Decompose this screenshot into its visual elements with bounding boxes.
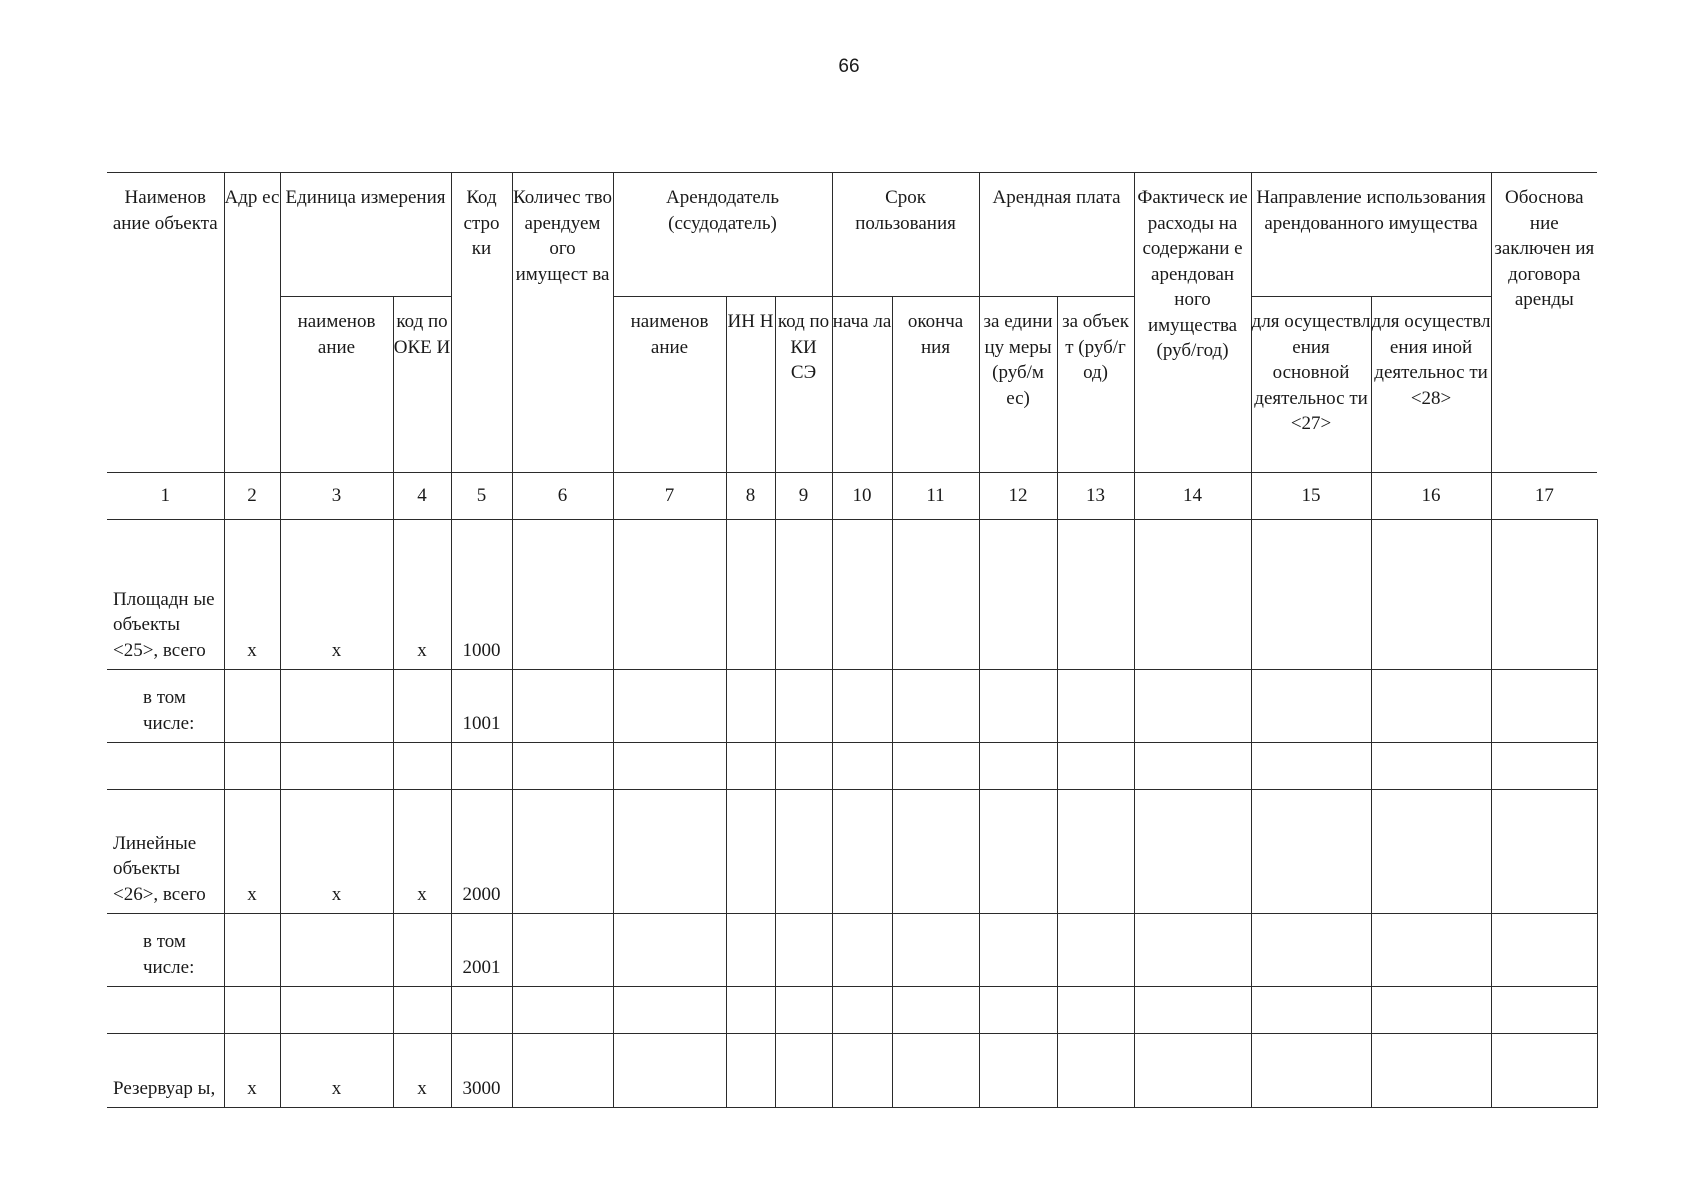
table-cell (832, 670, 892, 743)
page-number: 66 (838, 56, 860, 77)
table-cell (1251, 520, 1371, 670)
table-cell (832, 987, 892, 1034)
table-cell (512, 790, 613, 914)
row-label (107, 743, 224, 790)
row-address: х (224, 520, 280, 670)
column-number: 16 (1371, 473, 1491, 520)
row-label: Площадн ые объекты <25>, всего (107, 520, 224, 670)
column-number: 13 (1057, 473, 1134, 520)
row-label: Линейные объекты <26>, всего (107, 790, 224, 914)
row-unit-okei: х (393, 790, 451, 914)
table-cell (979, 670, 1057, 743)
row-label: в том числе: (107, 670, 224, 743)
row-unit-name: х (280, 520, 393, 670)
header-rent-unit: за едини цу меры (руб/м ес) (979, 297, 1057, 473)
row-unit-okei (393, 670, 451, 743)
row-unit-okei: х (393, 1034, 451, 1108)
row-label: Резервуар ы, (107, 1034, 224, 1108)
row-code: 1000 (451, 520, 512, 670)
table-cell (726, 914, 775, 987)
header-quantity: Количес тво арендуем ого имущест ва (512, 173, 613, 473)
table-cell (726, 1034, 775, 1108)
header-rent: Арендная плата (979, 173, 1134, 297)
header-term-start: нача ла (832, 297, 892, 473)
table-cell (1491, 914, 1597, 987)
row-code (451, 743, 512, 790)
header-unit: Единица измерения (280, 173, 451, 297)
table-cell (1057, 790, 1134, 914)
row-code (451, 987, 512, 1034)
row-code: 2001 (451, 914, 512, 987)
header-name: Наименов ание объекта (107, 173, 224, 473)
table-cell (613, 1034, 726, 1108)
row-address: х (224, 790, 280, 914)
table-cell (979, 914, 1057, 987)
table-cell (775, 520, 832, 670)
column-number: 8 (726, 473, 775, 520)
column-number: 10 (832, 473, 892, 520)
table-row (107, 790, 1597, 914)
header-actual-costs: Фактическ ие расходы на содержани е арендован ного имущества (руб/год) (1134, 173, 1251, 473)
header-unit-name: наименов ание (280, 297, 393, 473)
table-cell (775, 790, 832, 914)
table-cell (1371, 520, 1491, 670)
table-cell (832, 743, 892, 790)
table-cell (1251, 670, 1371, 743)
table-cell (1491, 987, 1597, 1034)
table-cell (1491, 743, 1597, 790)
header-lessor-kise: код по КИ СЭ (775, 297, 832, 473)
table-cell (512, 987, 613, 1034)
table-cell (892, 743, 979, 790)
table-cell (726, 987, 775, 1034)
table-cell (1134, 743, 1251, 790)
table-cell (726, 743, 775, 790)
table-cell (979, 790, 1057, 914)
column-number: 3 (280, 473, 393, 520)
row-address (224, 670, 280, 743)
table-cell (775, 987, 832, 1034)
header-lessor-name: наименов ание (613, 297, 726, 473)
column-number: 4 (393, 473, 451, 520)
row-unit-okei (393, 914, 451, 987)
column-number: 14 (1134, 473, 1251, 520)
header-row-code: Код стро ки (451, 173, 512, 473)
table-cell (512, 914, 613, 987)
table-cell (892, 1034, 979, 1108)
table-cell (1491, 520, 1597, 670)
table-cell (1491, 790, 1597, 914)
table-row (107, 914, 1597, 987)
table-cell (726, 520, 775, 670)
row-address: х (224, 1034, 280, 1108)
column-number: 17 (1491, 473, 1597, 520)
table-cell (512, 520, 613, 670)
table-cell (1057, 520, 1134, 670)
table-cell (1251, 1034, 1371, 1108)
row-label (107, 987, 224, 1034)
table-row (107, 1034, 1597, 1108)
row-address (224, 987, 280, 1034)
header-term-end: оконча ния (892, 297, 979, 473)
table-cell (832, 520, 892, 670)
header-term: Срок пользования (832, 173, 979, 297)
column-number: 7 (613, 473, 726, 520)
header-justification: Обоснова ние заключен ия договора аренды (1491, 173, 1597, 473)
row-label: в том числе: (107, 914, 224, 987)
header-row-1 (107, 173, 1597, 297)
table-cell (1371, 914, 1491, 987)
row-unit-name: х (280, 790, 393, 914)
table-cell (1134, 914, 1251, 987)
table-cell (1371, 987, 1491, 1034)
table-cell (979, 743, 1057, 790)
table-cell (979, 520, 1057, 670)
table-cell (775, 1034, 832, 1108)
header-unit-okei: код по ОКЕ И (393, 297, 451, 473)
table-cell (1134, 520, 1251, 670)
table-cell (892, 520, 979, 670)
table-cell (613, 790, 726, 914)
header-usage-other: для осуществл ения иной деятельнос ти <28> (1371, 297, 1491, 473)
row-code: 1001 (451, 670, 512, 743)
column-number: 9 (775, 473, 832, 520)
row-address (224, 914, 280, 987)
table-cell (1134, 670, 1251, 743)
header-address: Адр ес (224, 173, 280, 473)
table-cell (726, 670, 775, 743)
header-usage-main: для осуществл ения основной деятельнос ти <27> (1251, 297, 1371, 473)
table-cell (1134, 1034, 1251, 1108)
table-cell (613, 520, 726, 670)
table-cell (892, 670, 979, 743)
row-unit-name (280, 670, 393, 743)
column-number: 5 (451, 473, 512, 520)
table-cell (1134, 987, 1251, 1034)
table-cell (1057, 743, 1134, 790)
column-number: 6 (512, 473, 613, 520)
table-cell (775, 743, 832, 790)
table-cell (892, 914, 979, 987)
table-cell (832, 914, 892, 987)
column-number: 15 (1251, 473, 1371, 520)
table-cell (512, 1034, 613, 1108)
table-cell (832, 1034, 892, 1108)
table-cell (1371, 670, 1491, 743)
table-cell (979, 1034, 1057, 1108)
table-cell (775, 914, 832, 987)
table-cell (1057, 987, 1134, 1034)
row-code: 3000 (451, 1034, 512, 1108)
table-cell (613, 743, 726, 790)
table-cell (1251, 914, 1371, 987)
table-cell (1057, 1034, 1134, 1108)
table-cell (979, 987, 1057, 1034)
table-cell (1371, 1034, 1491, 1108)
column-number: 2 (224, 473, 280, 520)
row-unit-name (280, 914, 393, 987)
row-unit-okei: х (393, 520, 451, 670)
table-cell (892, 790, 979, 914)
column-number: 11 (892, 473, 979, 520)
row-address (224, 743, 280, 790)
row-unit-name: х (280, 1034, 393, 1108)
table-cell (1251, 987, 1371, 1034)
table-row (107, 743, 1597, 790)
table-cell (1057, 670, 1134, 743)
table-cell (1251, 743, 1371, 790)
table-cell (1057, 914, 1134, 987)
table-cell (1491, 1034, 1597, 1108)
header-lessor: Арендодатель (ссудодатель) (613, 173, 832, 297)
table-cell (613, 987, 726, 1034)
table-cell (726, 790, 775, 914)
row-unit-name (280, 987, 393, 1034)
column-number: 12 (979, 473, 1057, 520)
header-usage: Направление использования арендованного имущества (1251, 173, 1491, 297)
table-cell (775, 670, 832, 743)
rental-property-table (107, 172, 1598, 1108)
table-cell (512, 670, 613, 743)
table-cell (892, 987, 979, 1034)
table-cell (1251, 790, 1371, 914)
row-unit-okei (393, 743, 451, 790)
table-cell (832, 790, 892, 914)
table-row (107, 987, 1597, 1034)
column-number: 1 (107, 473, 224, 520)
header-rent-object: за объек т (руб/г од) (1057, 297, 1134, 473)
table-cell (613, 914, 726, 987)
header-row-2 (107, 297, 1597, 473)
header-lessor-inn: ИН Н (726, 297, 775, 473)
table-row (107, 670, 1597, 743)
row-unit-name (280, 743, 393, 790)
table-cell (613, 670, 726, 743)
column-number-row (107, 473, 1597, 520)
table-cell (1491, 670, 1597, 743)
row-code: 2000 (451, 790, 512, 914)
table-cell (1371, 743, 1491, 790)
row-unit-okei (393, 987, 451, 1034)
table-row (107, 520, 1597, 670)
table-cell (1371, 790, 1491, 914)
table-cell (1134, 790, 1251, 914)
table-cell (512, 743, 613, 790)
